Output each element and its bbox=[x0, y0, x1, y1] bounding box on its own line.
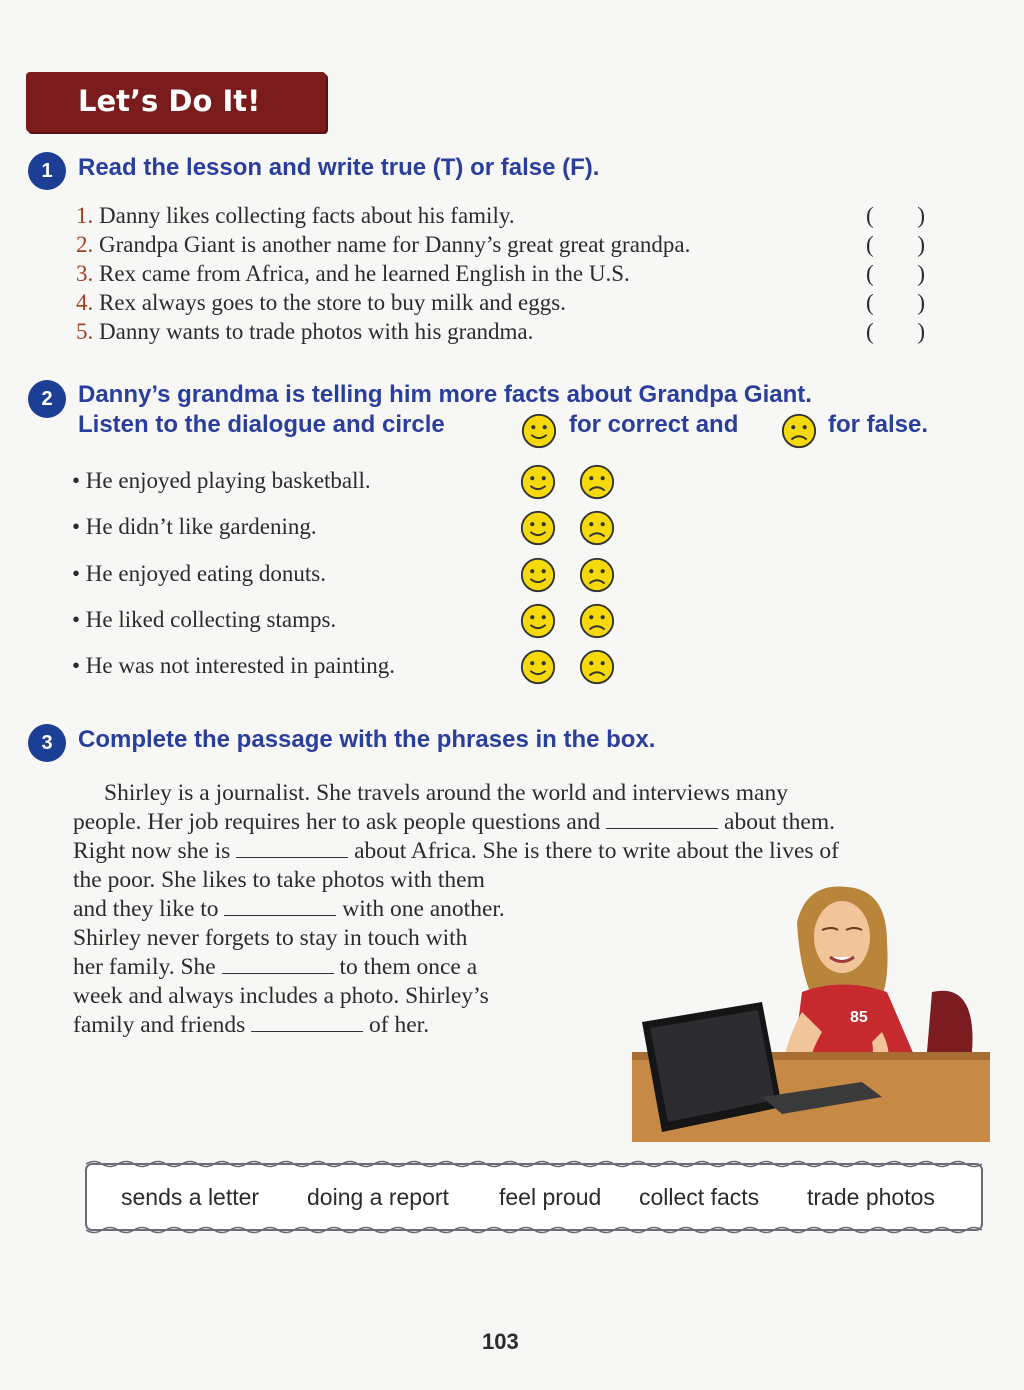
sad-face-icon[interactable] bbox=[578, 463, 616, 501]
statement-2: • He didn’t like gardening. bbox=[72, 514, 317, 539]
answer-parens-4[interactable]: ( ) bbox=[866, 290, 926, 315]
sad-face-icon[interactable] bbox=[578, 602, 616, 640]
phrase-2: doing a report bbox=[307, 1184, 449, 1210]
section-3-number: 3 bbox=[28, 724, 66, 762]
blank-3[interactable] bbox=[224, 897, 336, 916]
passage-line-8: week and always includes a photo. Shirley’s bbox=[73, 983, 489, 1009]
lets-do-it-banner bbox=[26, 72, 326, 132]
section-3-title: Complete the passage with the phrases in the box. bbox=[78, 726, 656, 753]
tf-item-5: 5. Danny wants to trade photos with his grandma. bbox=[76, 319, 534, 344]
statement-5: • He was not interested in painting. bbox=[72, 653, 395, 678]
passage-line-5: and they like to with one another. bbox=[73, 896, 505, 922]
girl-with-laptop-photo bbox=[632, 882, 990, 1142]
statement-1: • He enjoyed playing basketball. bbox=[72, 468, 371, 493]
sad-face-icon[interactable] bbox=[578, 556, 616, 594]
section-2-title-line2c: for false. bbox=[828, 411, 929, 438]
sad-face-icon bbox=[780, 412, 818, 450]
happy-face-icon[interactable] bbox=[519, 509, 557, 547]
happy-face-icon bbox=[520, 412, 558, 450]
blank-2[interactable] bbox=[236, 839, 348, 858]
happy-face-icon[interactable] bbox=[519, 648, 557, 686]
passage-line-1: Shirley is a journalist. She travels around the world and interviews many bbox=[104, 780, 788, 806]
shirt-number: 85 bbox=[850, 1009, 868, 1026]
phrase-1: sends a letter bbox=[121, 1184, 260, 1210]
happy-face-icon[interactable] bbox=[519, 463, 557, 501]
blank-1[interactable] bbox=[606, 810, 718, 829]
answer-parens-1[interactable]: ( ) bbox=[866, 203, 926, 228]
tf-item-3: 3. Rex came from Africa, and he learned English in the U.S. bbox=[76, 261, 630, 286]
passage-line-9: family and friends of her. bbox=[73, 1012, 430, 1038]
section-2-number: 2 bbox=[28, 380, 66, 418]
phrase-3: feel proud bbox=[499, 1184, 602, 1210]
section-2-title-line2b: for correct and bbox=[569, 411, 739, 438]
section-2-title-line2a: Listen to the dialogue and circle bbox=[78, 411, 445, 438]
tf-item-2: 2. Grandpa Giant is another name for Danny’s great great grandpa. bbox=[76, 232, 691, 257]
statement-3: • He enjoyed eating donuts. bbox=[72, 561, 326, 586]
statement-4: • He liked collecting stamps. bbox=[72, 607, 337, 632]
happy-face-icon[interactable] bbox=[519, 602, 557, 640]
sad-face-icon[interactable] bbox=[578, 509, 616, 547]
answer-parens-2[interactable]: ( ) bbox=[866, 232, 926, 257]
section-1-number: 1 bbox=[28, 152, 66, 190]
passage-line-4: the poor. She likes to take photos with them bbox=[73, 867, 485, 893]
tf-item-4: 4. Rex always goes to the store to buy milk and eggs. bbox=[76, 290, 566, 315]
answer-parens-3[interactable]: ( ) bbox=[866, 261, 926, 286]
tf-item-1: 1. Danny likes collecting facts about his family. bbox=[76, 203, 515, 228]
blank-5[interactable] bbox=[251, 1013, 363, 1032]
banner-title: Let’s Do It! bbox=[78, 84, 261, 118]
blank-4[interactable] bbox=[222, 955, 334, 974]
page-number: 103 bbox=[482, 1329, 519, 1354]
passage-line-6: Shirley never forgets to stay in touch with bbox=[73, 925, 468, 951]
passage-line-3: Right now she is about Africa. She is there to write about the lives of bbox=[73, 838, 839, 864]
section-1-title: Read the lesson and write true (T) or false (F). bbox=[78, 154, 600, 181]
sad-face-icon[interactable] bbox=[578, 648, 616, 686]
phrase-5: trade photos bbox=[807, 1184, 935, 1210]
passage-line-7: her family. She to them once a bbox=[73, 954, 478, 980]
phrase-4: collect facts bbox=[639, 1184, 760, 1210]
happy-face-icon[interactable] bbox=[519, 556, 557, 594]
answer-parens-5[interactable]: ( ) bbox=[866, 319, 926, 344]
passage-line-2: people. Her job requires her to ask people questions and about them. bbox=[73, 809, 835, 835]
section-2-title-line1: Danny’s grandma is telling him more facts about Grandpa Giant. bbox=[78, 381, 812, 408]
